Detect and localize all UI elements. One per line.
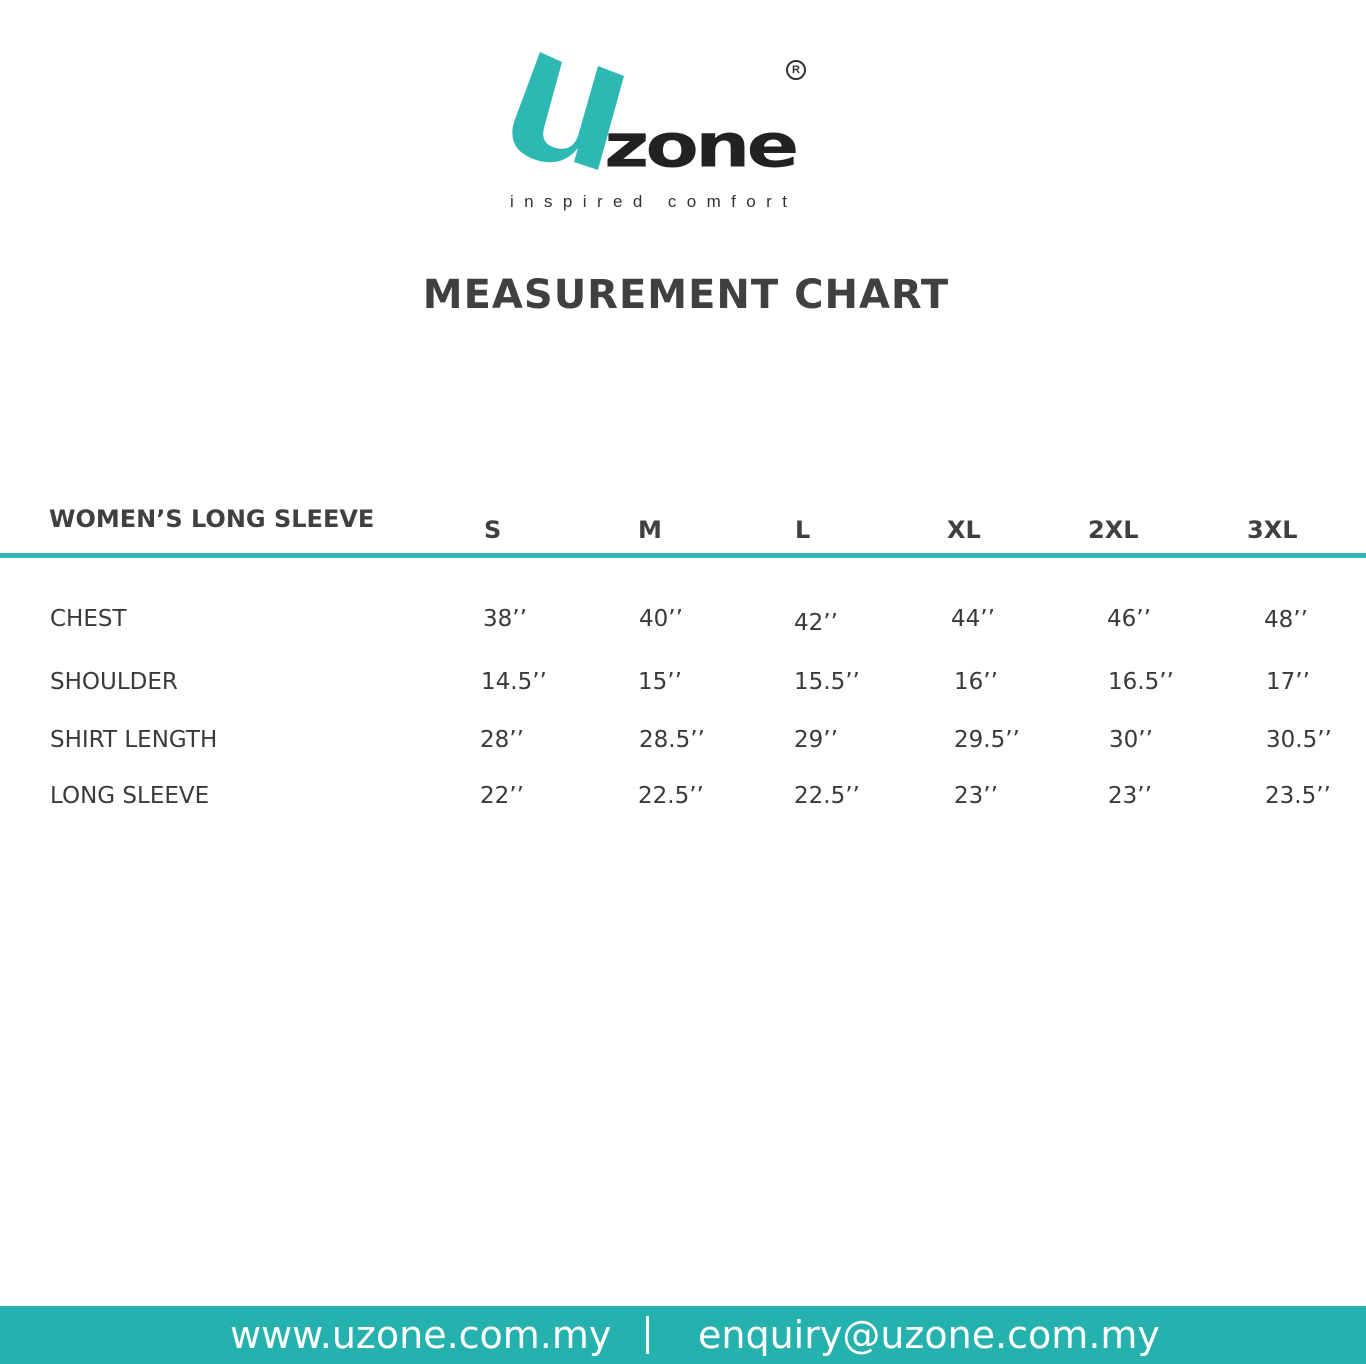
page-title: MEASUREMENT CHART xyxy=(422,272,950,318)
cell-long-sleeve-2xl: 23’’ xyxy=(1108,783,1152,809)
size-header-2xl: 2XL xyxy=(1088,516,1139,544)
cell-shirt-length-m: 28.5’’ xyxy=(639,727,705,753)
cell-shoulder-s: 14.5’’ xyxy=(481,669,547,695)
email-link[interactable]: enquiry@uzone.com.my xyxy=(698,1313,1160,1357)
cell-chest-l: 42’’ xyxy=(794,610,838,636)
cell-shirt-length-l: 29’’ xyxy=(794,727,838,753)
cell-long-sleeve-3xl: 23.5’’ xyxy=(1265,783,1331,809)
cell-chest-3xl: 48’’ xyxy=(1264,607,1308,633)
footer-separator xyxy=(646,1316,649,1354)
row-label-shirt-length: SHIRT LENGTH xyxy=(50,727,218,753)
logo-wordmark: zone xyxy=(604,111,796,182)
row-label-shoulder: SHOULDER xyxy=(50,669,178,695)
cell-chest-2xl: 46’’ xyxy=(1107,606,1151,632)
cell-shoulder-m: 15’’ xyxy=(638,669,682,695)
cell-chest-m: 40’’ xyxy=(639,606,683,632)
cell-long-sleeve-m: 22.5’’ xyxy=(638,783,704,809)
row-label-long-sleeve: LONG SLEEVE xyxy=(50,783,210,809)
cell-shirt-length-s: 28’’ xyxy=(480,727,524,753)
cell-shirt-length-3xl: 30.5’’ xyxy=(1266,727,1332,753)
size-header-s: S xyxy=(484,516,502,544)
cell-chest-s: 38’’ xyxy=(483,606,527,632)
cell-shoulder-2xl: 16.5’’ xyxy=(1108,669,1174,695)
cell-shoulder-l: 15.5’’ xyxy=(794,669,860,695)
registered-mark-icon: R xyxy=(786,60,806,80)
size-header-m: M xyxy=(638,516,662,544)
table-title: WOMEN’S LONG SLEEVE xyxy=(49,505,375,533)
cell-shoulder-3xl: 17’’ xyxy=(1266,669,1310,695)
cell-long-sleeve-s: 22’’ xyxy=(480,783,524,809)
website-link[interactable]: www.uzone.com.my xyxy=(230,1313,612,1357)
size-header-xl: XL xyxy=(947,516,981,544)
cell-shirt-length-xl: 29.5’’ xyxy=(954,727,1020,753)
logo-tagline: inspired comfort xyxy=(510,192,798,211)
cell-long-sleeve-xl: 23’’ xyxy=(954,783,998,809)
cell-chest-xl: 44’’ xyxy=(951,606,995,632)
cell-shoulder-xl: 16’’ xyxy=(954,669,998,695)
cell-long-sleeve-l: 22.5’’ xyxy=(794,783,860,809)
row-label-chest: CHEST xyxy=(50,606,127,632)
footer-bar xyxy=(0,1306,1366,1364)
header-divider xyxy=(0,553,1366,558)
size-header-l: L xyxy=(795,516,811,544)
size-header-3xl: 3XL xyxy=(1247,516,1298,544)
cell-shirt-length-2xl: 30’’ xyxy=(1109,727,1153,753)
brand-logo xyxy=(500,44,830,224)
